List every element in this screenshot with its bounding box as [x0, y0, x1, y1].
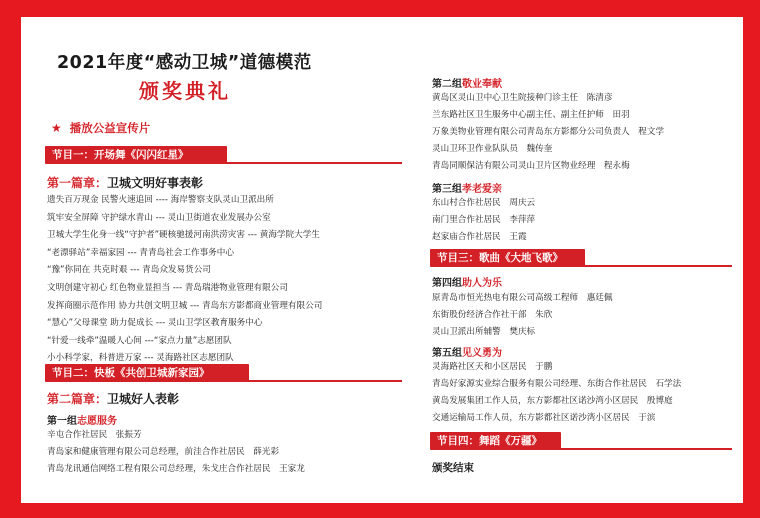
chapter-2-heading [47, 390, 179, 407]
chapter-2-prefix: 第二篇章： [47, 392, 108, 406]
group-2-list [432, 93, 664, 178]
group-2-heading [432, 75, 502, 90]
list-item: 东街股份经济合作社干部 朱欣 [432, 310, 553, 320]
closing-text: 颁奖结束 [432, 462, 474, 474]
program-3-rule [578, 265, 732, 267]
group-4-list [432, 293, 612, 344]
group-3-category: 孝老爱亲 [462, 184, 502, 195]
page-subtitle: 颁奖典礼 [139, 79, 231, 103]
list-item: “针爱一线牵”温暖人心间 ---“家点力量”志愿团队 [47, 335, 232, 346]
list-item: 卫城大学生化身一线“守护者”硬核驰援河南洪涝灾害 --- 黄海学院大学生 [47, 230, 320, 241]
list-item: 万象美物业管理有限公司青岛东方影都分公司负责人 程文学 [432, 127, 665, 137]
group-2-name: 第二组 [432, 79, 462, 90]
program-2-banner [45, 364, 249, 382]
group-3-name: 第三组 [432, 184, 462, 195]
program-1-label: 节目一：开场舞《闪闪红星》 [52, 149, 189, 161]
program-2-rule [242, 380, 402, 382]
list-item: “老漂驿站”幸福家园 --- 青青岛社会工作事务中心 [47, 247, 234, 258]
list-item: 南门里合作社居民 李萍萍 [432, 215, 536, 225]
list-item: 小小科学家，科普进万家 --- 灵海路社区志愿团队 [47, 353, 234, 364]
group-4-name: 第四组 [432, 278, 462, 289]
list-item: 遗失百万现金 民警火速追回 ---- 海岸警察支队灵山卫派出所 [47, 195, 274, 205]
list-item: 青岛同顺保洁有限公司灵山卫片区物业经理 程永梅 [432, 161, 630, 171]
group-3-heading [432, 180, 502, 195]
chapter-2-title: 卫城好人表彰 [107, 392, 180, 406]
group-4-category: 助人为乐 [462, 278, 502, 289]
group-5-heading [432, 344, 502, 359]
list-item: 黄岛区灵山卫中心卫生院接种门诊主任 陈清彦 [432, 93, 613, 103]
group-1-heading [47, 412, 117, 427]
group-1-list [47, 430, 305, 481]
group-4-heading [432, 274, 502, 289]
list-item: 青岛龙讯通信网络工程有限公司总经理，朱戈庄合作社居民 王家龙 [47, 464, 305, 474]
chapter-1-prefix: 第一篇章： [47, 176, 108, 190]
group-5-category: 见义勇为 [462, 348, 502, 359]
list-item: 辛屯合作社居民 张振芳 [47, 430, 142, 440]
group-5-name: 第五组 [432, 348, 462, 359]
group-5-list [432, 362, 681, 430]
list-item: 发挥商圈示范作用 协力共创文明卫城 --- 青岛东方影都商业管理有限公司 [47, 300, 323, 311]
page-title: 2021年度“感动卫城”道德模范 [57, 53, 312, 73]
list-item: 灵山卫派出所辅警 樊庆标 [432, 327, 536, 337]
program-3-banner [430, 249, 585, 267]
program-sheet [21, 17, 743, 503]
chapter-1-title: 卫城文明好事表彰 [107, 176, 204, 190]
program-3-label: 节目三：歌曲《大地飞歌》 [437, 252, 563, 264]
group-2-category: 敬业奉献 [462, 79, 502, 90]
program-1-banner [45, 146, 227, 164]
program-1-rule [220, 162, 402, 164]
list-item: 青岛家和健康管理有限公司总经理，前洼合作社居民 薛光彩 [47, 447, 280, 457]
program-4-rule [554, 448, 732, 450]
list-item: 灵海路社区天和小区居民 于鹏 [432, 362, 553, 372]
list-item: “慧心”父母课堂 助力促成长 --- 灵山卫学区教育服务中心 [47, 318, 263, 329]
list-item: 青岛好家源实业综合服务有限公司经理、东街合作社居民 石学法 [432, 379, 682, 389]
group-1-name: 第一组 [47, 416, 77, 427]
video-heading [51, 120, 150, 136]
list-item: “豫”你同在 共克时艰 --- 青岛众发易货公司 [47, 265, 211, 276]
chapter-1-list [47, 195, 322, 371]
program-2-label: 节目二：快板《共创卫城新家园》 [52, 367, 210, 379]
star-icon: ★ [51, 121, 62, 135]
list-item: 原青岛市恒光热电有限公司高级工程师 惠廷佩 [432, 293, 613, 303]
program-4-label: 节目四：舞蹈《万疆》 [437, 435, 542, 447]
program-4-banner [430, 432, 561, 450]
group-3-list [432, 198, 535, 249]
list-item: 东山村合作社居民 周庆云 [432, 198, 536, 208]
list-item: 赵家庙合作社居民 王霞 [432, 232, 527, 242]
chapter-1-heading [47, 174, 203, 191]
list-item: 兰东路社区卫生服务中心副主任、副主任护师 田羽 [432, 110, 630, 120]
group-1-category: 志愿服务 [77, 416, 117, 427]
list-item: 文明创建守初心 红色物业显担当 --- 青岛瑞港物业管理有限公司 [47, 282, 288, 293]
list-item: 交通运输局工作人员，东方影都社区诺沙湾小区居民 于滨 [432, 413, 656, 423]
list-item: 灵山卫环卫作业队队员 魏传奎 [432, 144, 553, 154]
list-item: 筑牢安全屏障 守护绿水青山 --- 灵山卫街道农业发展办公室 [47, 212, 271, 223]
video-heading-label: 播放公益宣传片 [69, 121, 151, 135]
list-item: 黄岛发展集团工作人员，东方影都社区诺沙湾小区居民 殷博庭 [432, 396, 673, 406]
